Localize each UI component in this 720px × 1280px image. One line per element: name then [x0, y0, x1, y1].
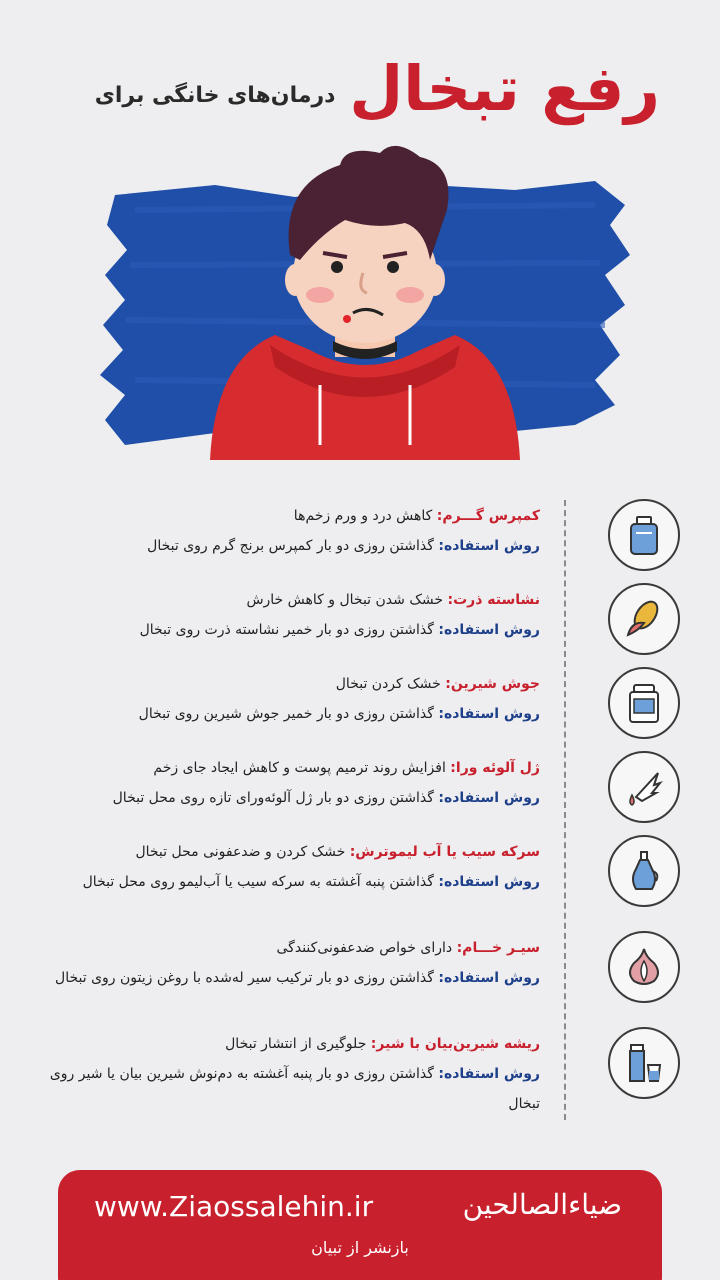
remedy-text	[40, 501, 540, 561]
remedy-text	[40, 1029, 540, 1119]
brand-logo-text: ضیاء‌الصالحین	[462, 1188, 622, 1221]
remedy-title: نشاسته ذرت:	[447, 592, 540, 608]
footer-banner	[58, 1170, 662, 1280]
aloe-vera-icon	[608, 751, 680, 823]
remedy-title: سرکه سیب یا آب لیموترش:	[349, 844, 540, 860]
usage-text: گذاشتن روزی دو بار خمیر نشاسته ذرت روی تبخال	[139, 622, 439, 638]
usage-label: روش استفاده:	[438, 790, 540, 806]
page-subtitle: درمان‌های خانگی برای	[94, 83, 336, 108]
usage-text: گذاشتن روزی دو بار پنبه آغشته به دم‌نوش شیرین بیان یا شیر روی تبخال	[49, 1066, 540, 1112]
remedy-title: ژل آلوئه ورا:	[450, 760, 540, 776]
remedy-list	[40, 493, 680, 1133]
remedy-benefit: دارای خواص ضدعفونی‌کنندگی	[276, 940, 457, 956]
list-item	[40, 661, 680, 747]
hero-illustration	[95, 135, 635, 460]
usage-text: گذاشتن پنبه آغشته به سرکه سیب یا آب‌لیمو روی محل تبخال	[82, 874, 439, 890]
remedy-title: جوش شیرین:	[445, 676, 540, 692]
list-item	[40, 829, 680, 915]
remedy-text	[40, 585, 540, 645]
list-item	[40, 925, 680, 1011]
remedy-text	[40, 933, 540, 993]
usage-text: گذاشتن روزی دو بار کمپرس برنج گرم روی تبخال	[147, 538, 439, 554]
list-item	[40, 577, 680, 663]
usage-label: روش استفاده:	[438, 874, 540, 890]
milk-glass-icon	[608, 1027, 680, 1099]
remedy-benefit: خشک کردن و ضدعفونی محل تبخال	[135, 844, 350, 860]
compress-jar-icon	[608, 499, 680, 571]
usage-label: روش استفاده:	[438, 538, 540, 554]
baking-soda-jar-icon	[608, 667, 680, 739]
usage-label: روش استفاده:	[438, 706, 540, 722]
sick-boy-illustration	[95, 135, 635, 460]
cold-sore-dot	[343, 315, 351, 323]
corn-icon	[608, 583, 680, 655]
usage-label: روش استفاده:	[438, 1066, 540, 1082]
page-title: رفع تبخال	[349, 52, 660, 125]
remedy-title: سیـر خـــام:	[456, 940, 540, 956]
remedy-title: کمپرس گـــرم:	[436, 508, 540, 524]
list-item	[40, 493, 680, 579]
republish-credit: بازنشر از تبیان	[311, 1238, 409, 1257]
remedy-benefit: جلوگیری از انتشار تبخال	[225, 1036, 371, 1052]
list-item	[40, 1021, 680, 1112]
header	[60, 30, 660, 125]
website-url[interactable]: www.Ziaossalehin.ir	[94, 1190, 374, 1223]
usage-label: روش استفاده:	[438, 622, 540, 638]
garlic-icon	[608, 931, 680, 1003]
remedy-text	[40, 837, 540, 897]
remedy-text	[40, 669, 540, 729]
list-item	[40, 745, 680, 831]
usage-text: گذاشتن روزی دو بار ترکیب سیر له‌شده با روغن زیتون روی تبخال	[55, 970, 439, 986]
usage-label: روش استفاده:	[438, 970, 540, 986]
remedy-benefit: خشک شدن تبخال و کاهش خارش	[246, 592, 448, 608]
remedy-benefit: خشک کردن تبخال	[335, 676, 446, 692]
remedy-benefit: افزایش روند ترمیم پوست و کاهش ایجاد جای زخم	[153, 760, 451, 776]
remedy-text	[40, 753, 540, 813]
usage-text: گذاشتن روزی دو بار خمیر جوش شیرین روی تبخال	[138, 706, 439, 722]
vinegar-bottle-icon	[608, 835, 680, 907]
usage-text: گذاشتن روزی دو بار ژل آلوئه‌ورای تازه روی محل تبخال	[112, 790, 439, 806]
remedy-benefit: کاهش درد و ورم زخم‌ها	[293, 508, 437, 524]
remedy-title: ریشه شیرین‌بیان با شیر:	[370, 1036, 540, 1052]
